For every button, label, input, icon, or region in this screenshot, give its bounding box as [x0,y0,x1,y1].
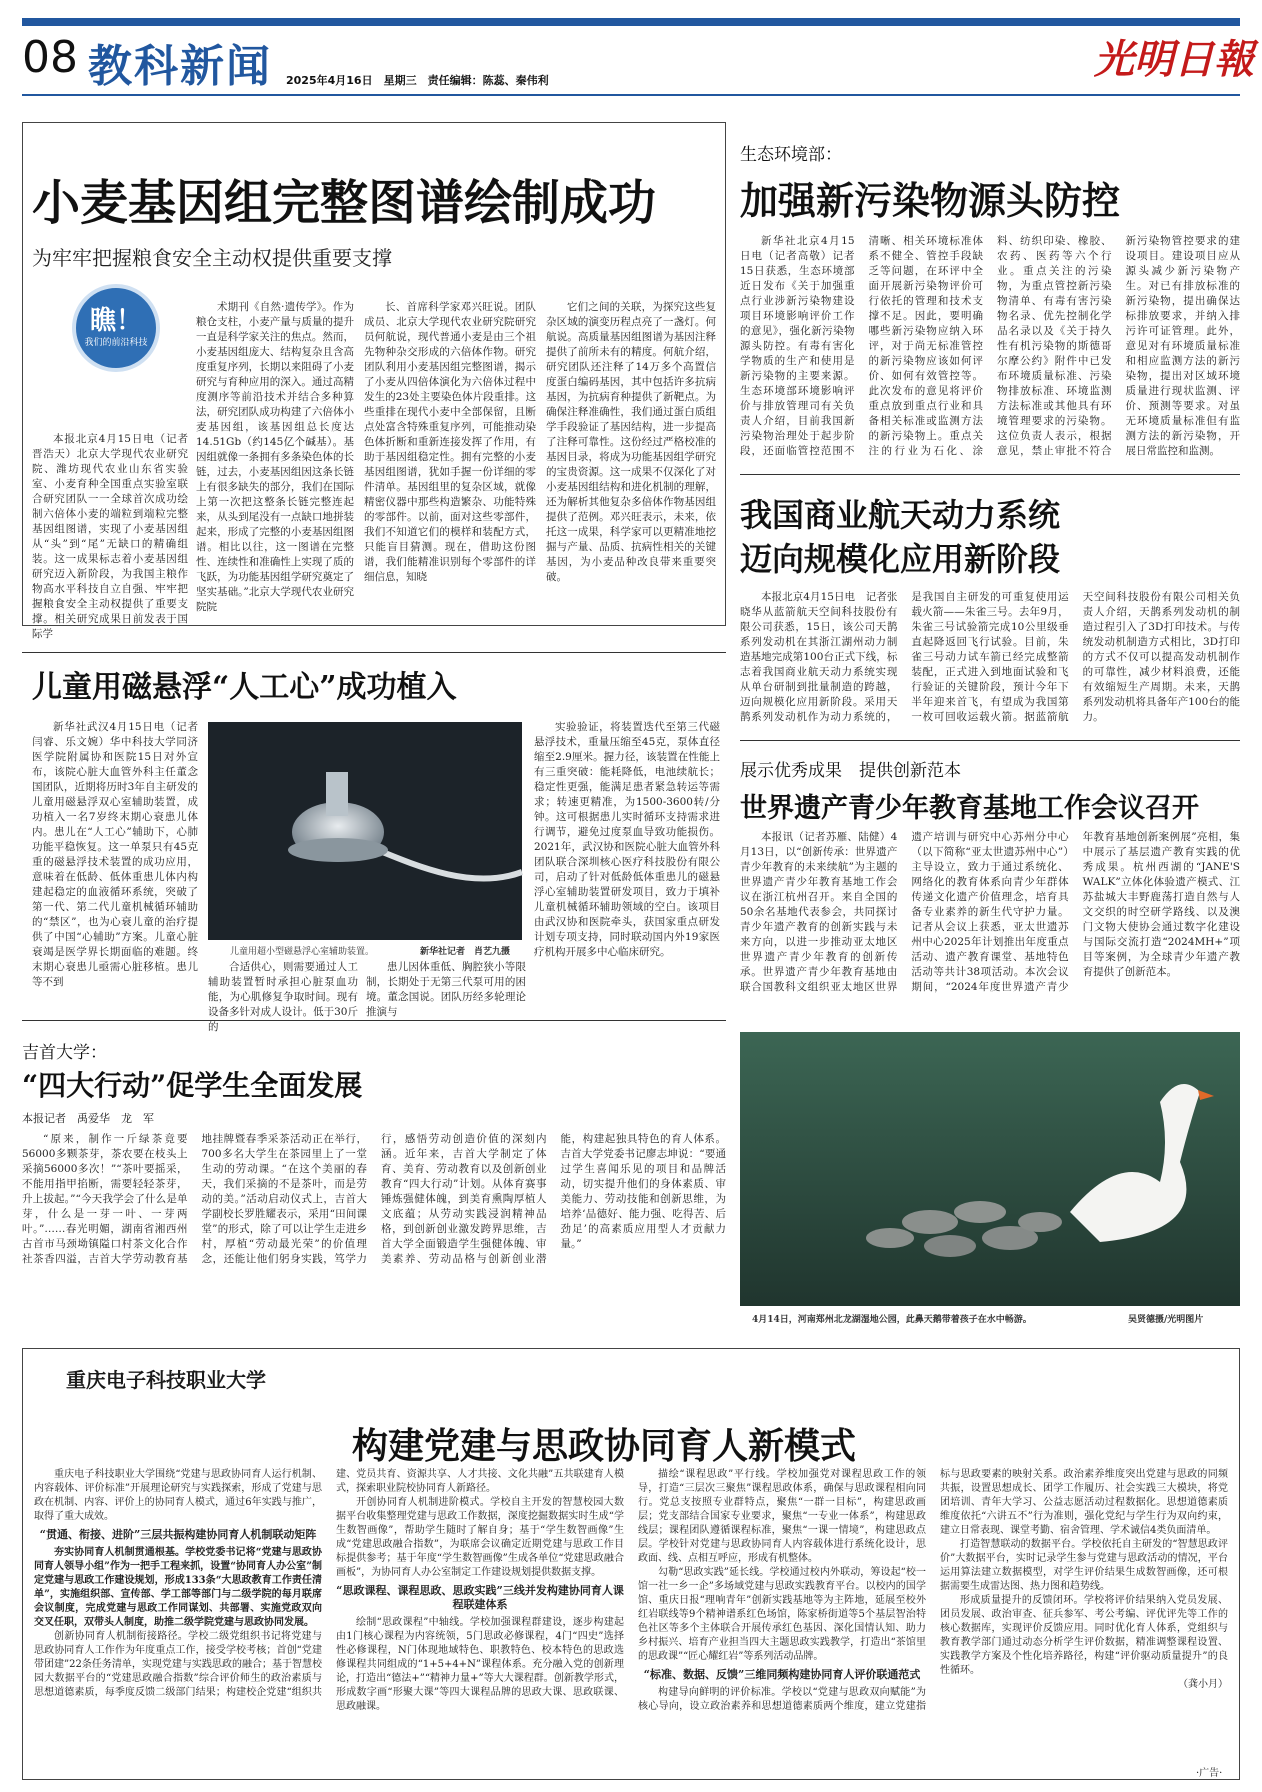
divider [22,652,726,653]
jishou-byline: 本报记者 禹爱华 龙 军 [22,1112,154,1125]
wheat-headline: 小麦基因组完整图谱绘制成功 [32,175,657,231]
eco-body: 新华社北京4月15日电（记者高敬）记者15日获悉，生态环境部近日发布《关于加强重点行业涉新污染物建设项目环境影响评价工作的意见》，强化新污染物源头防控。有毒有害化学物质的生产和使用是新污染物的主要来源。生态环境部环境影响评价与排放管理司有关负责人介绍，目前我国新污染物治理处于起步阶段，还面临管控范围不清晰、相关环境标准体系不健全、管控手段缺乏等问题，在环评中全面开展新污染物评价可行依托的管理和技术支撑不足。因此，要明确哪些新污染物应纳入环评，对于尚无标准管控的新污染物应该如何评价、如何有效管控等。此次发布的意见将评价重点放到重点行业和具备相关标准或监测方法的新污染物上。重点关注的行业为石化、涂料、纺织印染、橡胶、农药、医药等六个行业。重点关注的污染物，为重点管控新污染物清单、有毒有害污染物名录、优先控制化学品名录以及《关于持久性有机污染物的斯德哥尔摩公约》附件中已发布环境质量标准、污染物排放标准、环境监测方法标准或其他具有环境管理要求的污染物。这位负责人表示，根据意见，禁止审批不符合新污染物管控要求的建设项目。建设项目应从源头减少新污染物产生。对已有排放标准的新污染物，提出确保达标排放要求，并纳入排污许可证管理。此外，意见对有环境质量标准和相应监测方法的新污染物，提出对区域环境质量进行现状监测、评价、预测等要求。对虽无环境质量标准但有监测方法的新污染物，开展日常监控和监测。 [740,235,1240,457]
eco-headline: 加强新污染物源头防控 [740,178,1121,223]
jishou-kicker: 吉首大学： [22,1043,107,1063]
divider [740,474,1240,475]
ad-body: 重庆电子科技职业大学围绕“党建与思政协同育人运行机制、内容载体、评价标准”开展理论研究与实践探索，形成了党建与思政在机制、内容、评价上的协同育人模式，通过6年实践与推广，取得了重大成效。 “贯通、衔接、进阶”三层共振构建协同育人机制联动矩阵 夯实协同育人机制贯通根基。学校党委书记将“党建与思政协同育人领导小组”作为一把手工程来抓，设置“协同育人办公室”制定党建与思政工作建设规划，形成133条“大思政教育工作责任清单”，实施组织部、宣传部、学工部等部门与二级学院的每月联席会议制度，完成党建与思政工作同谋划、共部署、实施党政双向交叉任职，双带头人制度，助推二级学院党建与思政协同发展。 创新协同育人机制衔接路径。学校二级党组织书记将党建与思政协同育人工作作为年度重点工作，接受学校考核；首创“党建带团建”22条任务清单，实现党建与实践思政的融合；基于智慧校园大数据平台的“党建思政融合指数”综合评价师生的政治素质与思想道德素质，每季度反馈二级部门结果；构建校企党建“组织共建、党员共育、资源共享、人才共接、文化共融”五共联建育人模式，探索职业院校协同育人新路径。 开创协同育人机制进阶模式。学校自主开发的智慧校园大数据平台收集整理党建与思政工作数据，深度挖掘数据实时生成“学生数智画像”，帮助学生随时了解自身；基于“学生数智画像”生成“党建思政融合指数”，为联席会议确定近期党建与思政工作目标提供参考；基于年度“学生数智画像”生成各单位“党建思政融合画板”，为协同育人办公室制定工作建设规划提供数据支撑。 “思政课程、课程思政、思政实践”三线并发构建协同育人课程联建体系 绘制“思政课程”中轴线。学校加强课程群建设，逐步构建起由1门核心课程为内容统领，5门思政必修课程，4门“四史”选择性必修课程，N门体现地域特色、职教特色、校本特色的思政选修课程共同组成的“1+5+4+N”课程体系。充分融入党的创新理论，打造出“德法+”“精神力量+”等大大课程群。创新教学形式，形成数字画“形聚大课”等四大课程品牌的思政大课、思政联课、思政融课。 描绘“课程思政”平行线。学校加强党对课程思政工作的领导，打造“三层次三聚焦”课程思政体系，确保与思政课程相向同行。党总支按照专业群特点，聚焦“一群一目标”，构建思政画层；党支部结合国家专业要求，聚焦“一专业一体系”，构建思政线层；课程团队遵循课程标准，聚焦“一课一情境”，构建思政点层。学校针对党建与思政协同育人内容载体进行系统化设计，思政面、线、点相互呼应，形成有机整体。 勾勒“思政实践”延长线。学校通过校内外联动，筹设起“校一馆一社一乡一企”多场域党建与思政实践教育平台。以校内的国学馆、重庆日报“理响青年”创新实践基地等为主阵地，延展至校外红岩联线等9个精神谱系红色场馆，陈家桥街道等5个基层智治特色社区等多个主体联合开展传承红色基因、深化国情认知、助力乡村振兴、培育产业担当四大主题思政实践教学，打造出“茶馆里的思政课”“匠心耀红岩”等系列活动品牌。 “标准、数据、反馈”三维同频构建协同育人评价联通范式 构建导向鲜明的评价标准。学校以“党建与思政双向赋能”为核心导向，设立政治素养和思想道德素质两个维度，建立党建指标与思政要素的映射关系。政治素养维度突出党建与思政的同频共振，设置思想成长、团学工作履历、社会实践三大模块，将党团培训、青年大学习、公益志愿活动过程数据化。思想道德素质维度依托“六讲五不”行为准则，强化党纪与学生行为双向约束，建立日常表现、课堂考勤、宿舍管理、学术诚信4类负面清单。 打造智慧联动的数据平台。学校依托自主研发的“智慧思政评价”大数据平台，实时记录学生参与党建与思政活动的情况，平台运用算法建立数据模型，对学生评价结果生成数智画像，还可根据需要生成雷达图、热力图和趋势线。 形成质量提升的反馈闭环。学校将评价结果纳入党员发展、团员发展、政治审查、征兵参军、考公考编、评优评先等工作的核心数据库，实现评价反馈应用。同时优化育人体系，党组织与教育教学部门通过动态分析学生评价数据，精准调整课程设置、实践教学方案及个性化培养路径，构建“评价驱动质量提升”的良性循环。 （龚小月） [34,1469,1228,1712]
heritage-body: 本报讯（记者苏雁、陆健）4月13日，以“创新传承：世界遗产青少年教育的未来续航”为主题的世界遗产青少年教育基地工作会议在浙江杭州召开。来自全国的50余名基地代表参会，共同探讨青少年遗产教育的创新实践与未来方向，以进一步推动亚太地区世界遗产青少年教育的创新传承。世界遗产青少年教育基地由联合国教科文组织亚太地区世界遗产培训与研究中心苏州分中心（以下简称“亚太世遗苏州中心”）主导设立，致力于通过系统化、网络化的教育体系向青少年群体传递文化遗产价值理念，培育具备专业素养的新生代守护力量。记者从会议上获悉，亚太世遗苏州中心2025年计划推出年度重点活动、遗产教育课堂、基地特色活动等共计38项活动。本次会议期间，“2024年度世界遗产青少年教育基地创新案例展”亮相，集中展示了基层遗产教育实践的优秀成果。杭州西湖的“JANE'S WALK”立体化体验遗产模式、江苏盐城大丰野鹿荡打造自然与人文交织的时空研学路线、以及澳门文物大使协会通过数字化建设与国际交流打造“2024MH+”项目等案例，为全球青少年遗产教育提供了创新范本。 [740,831,1240,993]
ad-subhead-1: “贯通、衔接、进阶”三层共振构建协同育人机制联动矩阵 [39,1528,317,1541]
school-name: 重庆电子科技职业大学 [66,1368,266,1392]
ad-signature: （龚小月） [1178,1679,1228,1690]
ad-subhead-2: “思政课程、课程思政、思政实践”三线并发构建协同育人课程联建体系 [336,1584,624,1611]
heart-photo-credit: 新华社记者 肖艺九摄 [420,947,511,957]
heritage-headline: 世界遗产青少年教育基地工作会议召开 [740,793,1199,824]
ad-headline: 构建党建与思政协同育人新模式 [352,1425,857,1467]
badge-title: 瞧！ [89,306,142,336]
heart-photo-caption: 儿童用超小型磁悬浮心室辅助装置。 [230,947,375,957]
heritage-kicker: 展示优秀成果 提供创新范本 [740,761,961,781]
section-title: 教科新闻 [88,41,272,92]
wheat-col-2: 术期刊《自然·遗传学》。作为粮仓支柱，小麦产量与质量的提升一直是科学家关注的焦点。然而，小麦基因组庞大、结构复杂且含高度重复序列，长期以来阻碍了小麦研究与育种应用的深入。通过高精度测序等前沿技术并结合多种算法，研究团队成功构建了六倍体小麦基因组，该基因组总长度达14.51Gb（约145亿个碱基）。基因组就像一条拥有多条染色体的长链，过去，小麦基因组因这条长链上有很多缺失的部分，我们在国际上第一次把这整条长链完整连起来，从头到尾没有一点缺口地拼装起来，形成了完整的小麦基因组图谱。相比以往，这一图谱在完整性、连续性和准确性上实现了质的飞跃，为功能基因组学研究奠定了坚实基础。”北京大学现代农业研究院院 [196,301,354,613]
heart-col-1: 新华社武汉4月15日电（记者闫睿、乐文婉）华中科技大学同济医学院附属协和医院15日对外宣布，该院心脏大血管外科主任董念国团队，近期将历时3年自主研发的儿童用磁悬浮双心室辅助装置，成功植入一名7岁终末期心衰患儿体内。患儿在“人工心”辅助下，心肺功能平稳恢复。这一单泵只有45克重的磁悬浮技术装置的成功应用，意味着在低龄、低体重患儿体内构建起稳定的血液循环系统，突破了第一代、第二代儿童机械循环辅助的“禁区”，也为心衰儿童的治疗提供了中国“心辅助”方案。儿童心脏衰竭是医学界长期面临的难题。终末期心衰患儿亟需心脏移植。患儿等不到 [32,721,198,988]
jishou-headline: “四大行动”促学生全面发展 [22,1069,363,1102]
jishou-body: “原来，制作一斤绿茶竟要56000多颗茶芽，茶农要在枝头上采摘56000多次！”“茶叶要摇采，不能用指甲掐断，需要轻轻茶芽，升上拔起。”“今天我学会了什么是单芽，什么是一芽一叶、一芽两叶。”……春光明媚，湖南省湘西州古首市马颈坳镇隘口村茶文化合作社茶香四溢，吉首大学劳动教育基地挂牌暨春季采茶活动正在举行，700多名大学生在茶园里上了一堂生动的劳动课。“在这个美丽的春天，我们采摘的不是茶叶，而是劳动的美。”活动启动仪式上，吉首大学副校长罗胜耀表示，采用“田间课堂”的形式，除了可以让学生走进乡村，厚植“劳动最光荣”的价值理念，还能让他们躬身实践，笃学力行，感悟劳动创造价值的深刻内涵。近年来，吉首大学制定了体育、美育、劳动教育以及创新创业教育“四大行动”计划。从体育赛事锤炼强健体魄，到美育熏陶厚植人文底蕴；从劳动实践浸润精神品格，到创新创业激发跨界思维，吉首大学全面锻造学生强健体魄、审美素养、劳动品格与创新创业潜能，构建起独具特色的育人体系。吉首大学党委书记廖志坤说：“要通过学生喜闻乐见的项目和品牌活动，切实提升他们的身体素质、审美能力、劳动技能和创新思维，为培养‘品德好、能力强、吃得苦、后劲足’的高素质应用型人才贡献力量。” [22,1133,726,1265]
space-headline-1: 我国商业航天动力系统 [740,496,1061,534]
heart-device-image [208,722,522,940]
space-headline-2: 迈向规模化应用新阶段 [740,540,1061,578]
swan-photo-caption: 4月14日，河南郑州北龙湖湿地公园，此鼻天鹅带着孩子在水中畅游。 [752,1315,1032,1325]
divider [740,740,1240,741]
heart-col-3: 患儿因体重低、胸腔狭小等限制，长期处于无第三代泵可用的困境。董念国说。团队历经多轮理论推演与 [366,961,526,1018]
frontier-tech-badge [72,284,160,372]
wheat-subheadline: 为牢牢把握粮食安全主动权提供重要支撑 [32,246,392,270]
masthead-rule [22,94,1240,96]
heart-headline: 儿童用磁悬浮“人工心”成功植入 [32,670,457,705]
ad-mark: ·广告· [1196,1768,1223,1779]
masthead-bar [22,18,1240,26]
swan-photo [740,1032,1240,1306]
divider [22,1020,726,1021]
swan-photo-credit: 吴贤德摄/光明图片 [1128,1315,1204,1325]
heart-device-photo [208,722,522,940]
heart-col-4: 实验验证，将装置迭代至第三代磁悬浮技术，重量压缩至45克，泵体直径缩至2.9厘米。握力径，该装置在性能上有三重突破：能耗降低，电池续航长；稳定性更强，能满足患者紧急转运等需求；转速更精准，为1500-3600转/分钟。这可根据患儿实时循环支持需求进行调节，避免过度泵血导致功能损伤。2021年，武汉协和医院心脏大血管外科团队联合深圳核心医疗科技股份有限公司，启动了针对低龄低体重患儿的磁悬浮心室辅助装置研发项目，致力于填补儿童机械循环辅助领域的空白。该项目由武汉协和医院牵头，获国家重点研发计划专项支持，同时联动国内外19家医疗机构开展多中心临床研究。 [534,721,720,958]
wheat-col-3: 长、首席科学家邓兴旺说。团队成员、北京大学现代农业研究院研究员何航说，现代普通小麦是由三个祖先物种杂交形成的六倍体作物。研究团队利用小麦基因组完整图谱，揭示了小麦从四倍体演化为六倍体过程中发生的23处主要染色体片段重排。这些重排在现代小麦中全部保留，且断点处富含特殊重复序列，可能推动染色体折断和重新连接发挥了作用，有助于基因组稳定性。拥有完整的小麦基因组图谱，犹如手握一份详细的零件清单。基因组里的复杂区域，就像精密仪器中那些构造繁杂、功能特殊的零部件。以前，面对这些零部件，我们不知道它们的模样和装配方式，只能盲目猜测。现在，借助这份图谱，我们能精准识别每个零部件的详细信息，知晓 [364,301,536,583]
wheat-col-4: 它们之间的关联，为探究这些复杂区域的演变历程点亮了一盏灯。何航说。高质量基因组图谱为基因注释提供了前所未有的精度。何航介绍，研究团队还注释了14万多个高置信度蛋白编码基因，其中包括许多抗病基因，为抗病育种提供了新靶点。为确保注释准确性，我们通过蛋白质组学手段验证了基因结构，进一步提高了注释可靠性。这份经过严格校准的基因目录，将成为功能基因组学研究的宝贵资源。这一成果不仅深化了对小麦基因组结构和进化机制的理解，还为解析其他复杂多倍体作物基因组提供了范例。邓兴旺表示，未来，依托这一成果，科学家可以更精准地挖掘与产量、品质、抗病性相关的关键基因，为小麦品种改良带来重要突破。 [546,301,716,583]
space-body: 本报北京4月15日电 记者张晓华从蓝箭航天空间科技股份有限公司获悉，15日，该公司天鹊系列发动机在其浙江湖州动力制造基地完成第100台正式下线，标志着我国商业航天动力系统实现从单台研制到批量制造的跨越，迈向规模化应用新阶段。采用天鹊系列发动机作为动力系统的，是我国自主研发的可重复使用运载火箭——朱雀三号。去年9月，朱雀三号试验箭完成10公里级垂直起降返回飞行试验。目前，朱雀三号动力试车箭已经完成整箭装配，正式进入到地面试验和飞行验证的关键阶段，预计今年下半年迎来首飞，有望成为我国第一枚可回收运载火箭。据蓝箭航天空间科技股份有限公司相关负责人介绍，天鹊系列发动机的制造过程引入了3D打印技术。与传统发动机制造方式相比，3D打印的方式不仅可以提高发动机制作的可靠性，减少材料浪费，还能有效缩短生产周期。未来，天鹊系列发动机将具备年产100台的能力。 [740,591,1240,723]
newspaper-logo: 光明日報 [1094,36,1254,83]
dateline: 2025年4月16日 星期三 责任编辑：陈蕊、秦伟利 [286,74,549,87]
swan-image [740,1032,1240,1306]
page-number: 08 [22,32,78,83]
ad-subhead-3: “标准、数据、反馈”三维同频构建协同育人评价联通范式 [643,1668,921,1681]
badge-caption: 我们的前沿科技 [84,338,148,348]
eco-kicker: 生态环境部： [740,145,842,165]
wheat-col-1: 本报北京4月15日电（记者晋浩天）北京大学现代农业研究院、潍坊现代农业山东省实验室、小麦育种全国重点实验室联合研究团队一一全球首次成功绘制六倍体小麦的端粒到端粒完整基因组图谱，实现了小麦基因组从“头”到“尾”无缺口的精确组装。这一成果标志着小麦基因组研究迈入新阶段，为我国主粮作物高水平科技自立自强、牢牢把握粮食安全主动权提供了重要支撑。相关研究成果日前发表于国际学 [32,433,188,640]
heart-col-2: 合适供心，则需要通过人工辅助装置暂时承担心脏泵血功能，为心肌修复争取时间。现有设备多针对成人设计。低于30斤的 [208,961,358,1033]
